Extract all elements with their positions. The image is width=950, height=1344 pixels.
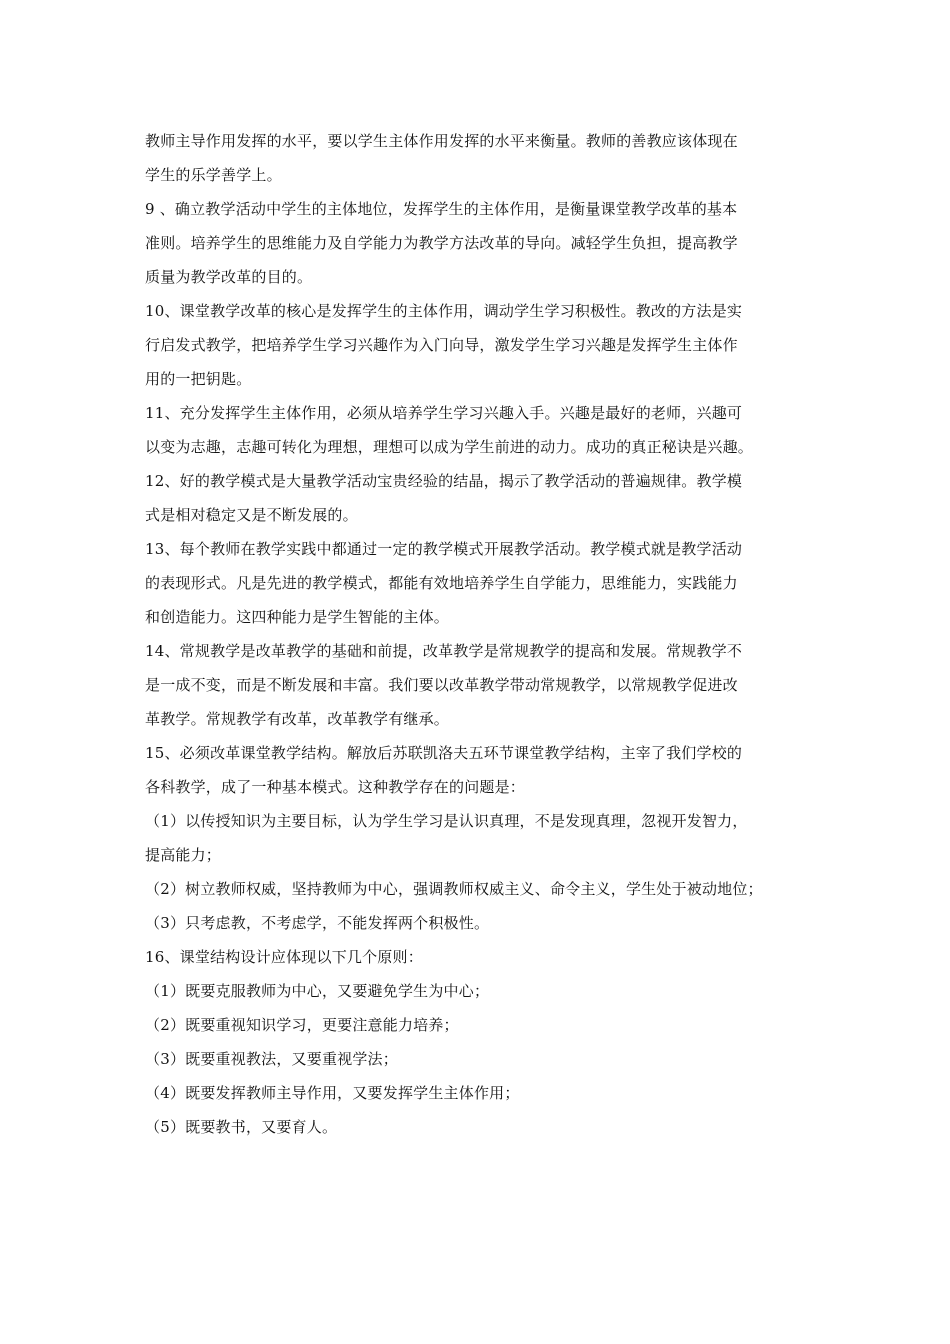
text-line: （3）只考虑教，不考虑学，不能发挥两个积极性。 bbox=[145, 914, 490, 932]
text-line: 12、好的教学模式是大量教学活动宝贵经验的结晶，揭示了教学活动的普遍规律。教学模 bbox=[145, 472, 743, 490]
text-line: （5）既要教书，又要育人。 bbox=[145, 1118, 338, 1136]
text-line: 15、必须改革课堂教学结构。解放后苏联凯洛夫五环节课堂教学结构，主宰了我们学校的 bbox=[145, 744, 743, 762]
text-line: 10、课堂教学改革的核心是发挥学生的主体作用，调动学生学习积极性。教改的方法是实 bbox=[145, 302, 743, 320]
text-line: （2）既要重视知识学习，更要注意能力培养； bbox=[145, 1016, 459, 1034]
text-line: 11、充分发挥学生主体作用，必须从培养学生学习兴趣入手。兴趣是最好的老师，兴趣可 bbox=[145, 404, 743, 422]
text-line: 9 、确立教学活动中学生的主体地位，发挥学生的主体作用，是衡量课堂教学改革的基本 bbox=[145, 200, 738, 218]
text-line: 教师主导作用发挥的水平，要以学生主体作用发挥的水平来衡量。教师的善教应该体现在 bbox=[145, 132, 738, 150]
text-line: 准则。培养学生的思维能力及自学能力为教学方法改革的导向。减轻学生负担，提高教学 bbox=[145, 234, 738, 252]
text-line: 是一成不变，而是不断发展和丰富。我们要以改革教学带动常规教学，以常规教学促进改 bbox=[145, 676, 738, 694]
text-line: （1）既要克服教师为中心，又要避免学生为中心； bbox=[145, 982, 490, 1000]
text-line: 革教学。常规教学有改革，改革教学有继承。 bbox=[145, 710, 450, 728]
text-line: 14、常规教学是改革教学的基础和前提，改革教学是常规教学的提高和发展。常规教学不 bbox=[145, 642, 743, 660]
text-line: 16、课堂结构设计应体现以下几个原则： bbox=[145, 948, 423, 966]
text-line: （3）既要重视教法，又要重视学法； bbox=[145, 1050, 398, 1068]
text-line: 13、每个教师在教学实践中都通过一定的教学模式开展教学活动。教学模式就是教学活动 bbox=[145, 540, 743, 558]
text-line: （2）树立教师权威，坚持教师为中心，强调教师权威主义、命令主义，学生处于被动地位； bbox=[145, 880, 763, 898]
document-body bbox=[145, 124, 815, 1144]
text-line: 的表现形式。凡是先进的教学模式，都能有效地培养学生自学能力，思维能力，实践能力 bbox=[145, 574, 738, 592]
text-line: 用的一把钥匙。 bbox=[145, 370, 252, 388]
text-line: 式是相对稳定又是不断发展的。 bbox=[145, 506, 358, 524]
text-line: （4）既要发挥教师主导作用，又要发挥学生主体作用； bbox=[145, 1084, 520, 1102]
text-line: 以变为志趣，志趣可转化为理想，理想可以成为学生前进的动力。成功的真正秘诀是兴趣。 bbox=[145, 438, 754, 456]
text-line: 质量为教学改革的目的。 bbox=[145, 268, 313, 286]
text-line: 和创造能力。这四种能力是学生智能的主体。 bbox=[145, 608, 450, 626]
text-line: 提高能力； bbox=[145, 846, 222, 864]
text-line: 行启发式教学，把培养学生学习兴趣作为入门向导，激发学生学习兴趣是发挥学生主体作 bbox=[145, 336, 738, 354]
text-line: （1）以传授知识为主要目标，认为学生学习是认识真理，不是发现真理，忽视开发智力， bbox=[145, 812, 748, 830]
text-line: 学生的乐学善学上。 bbox=[145, 166, 282, 184]
text-line: 各科教学，成了一种基本模式。这种教学存在的问题是： bbox=[145, 778, 526, 796]
